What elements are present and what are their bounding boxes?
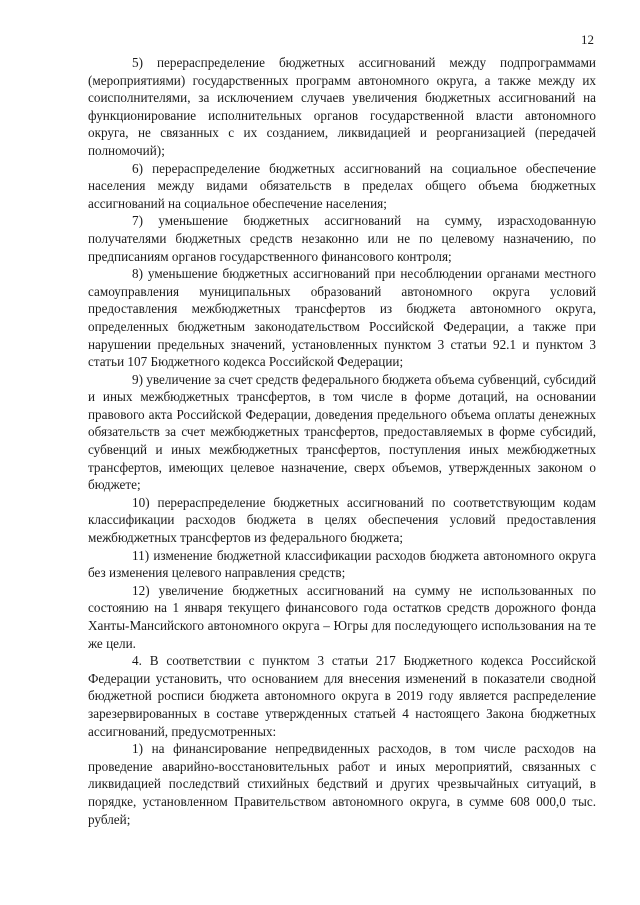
paragraph-item-8: 8) уменьшение бюджетных ассигнований при несоблюдении органами местного самоуправления муниципальных образований автономного округа условий предоставления межбюджетных трансфертов из бюджета автономного округа, определенных бюджетным законодательством Российской Федерации, а также при нарушении предельных значений, установленных пунктом 3 статьи 92.1 и пунктом 3 статьи 107 Бюджетного кодекса Российской Федерации;: [88, 266, 596, 370]
document-body: [88, 54, 596, 828]
paragraph-item-10: 10) перераспределение бюджетных ассигнований по соответствующим кодам классификации расходов бюджета в целях обеспечения условий предоставления межбюджетных трансфертов из федерального бюджета;: [88, 494, 596, 546]
paragraph-item-12: 12) увеличение бюджетных ассигнований на сумму не использованных по состоянию на 1 января текущего финансового года остатков средств дорожного фонда Ханты-Мансийского автономного округа – Югры для последующего использования на те же цели.: [88, 582, 596, 651]
paragraph-subitem-1: 1) на финансирование непредвиденных расходов, в том числе расходов на проведение аварийно-восстановительных работ и иных мероприятий, связанных с ликвидацией последствий стихийных бедствий и других чрезвычайных ситуаций, в порядке, установленном Правительством автономного округа, в сумме 608 000,0 тыс. рублей;: [88, 741, 596, 827]
page-number: 12: [581, 32, 594, 47]
paragraph-item-5: 5) перераспределение бюджетных ассигнований между подпрограммами (мероприятиями) государственных программ автономного округа, а также между их соисполнителями, за исключением случаев увеличения бюджетных ассигнований на функционирование исполнительных органов государственной власти автономного округа, не связанных с их созданием, ликвидацией и реорганизацией (передачей полномочий);: [88, 55, 596, 158]
paragraph-section-4: 4. В соответствии с пунктом 3 статьи 217 Бюджетного кодекса Российской Федерации установить, что основанием для внесения изменений в показатели сводной бюджетной росписи бюджета автономного округа в 2019 году является распределение зарезервированных в составе утвержденных статьей 4 настоящего Закона бюджетных ассигнований, предусмотренных:: [88, 653, 596, 739]
paragraph-item-9: 9) увеличение за счет средств федерального бюджета объема субвенций, субсидий и иных межбюджетных трансфертов, в том числе в форме дотаций, на основании правового акта Российской Федерации, доведения предельного объема оплаты денежных обязательств за счет межбюджетных трансфертов, предоставляемых в форме субсидий, субвенций и иных межбюджетных трансфертов, поступления иных межбюджетных трансфертов, имеющих целевое назначение, сверх объемов, утвержденных законом о бюджете;: [88, 371, 597, 493]
paragraph-item-7: 7) уменьшение бюджетных ассигнований на сумму, израсходованную получателями бюджетных средств незаконно или не по целевому назначению, по предписаниям органов государственного финансового контроля;: [88, 213, 596, 264]
paragraph-item-11: 11) изменение бюджетной классификации расходов бюджета автономного округа без изменения целевого направления средств;: [88, 547, 596, 581]
paragraph-item-6: 6) перераспределение бюджетных ассигнований на социальное обеспечение населения между видами обязательств в пределах общего объема бюджетных ассигнований на социальное обеспечение населения;: [88, 160, 596, 211]
